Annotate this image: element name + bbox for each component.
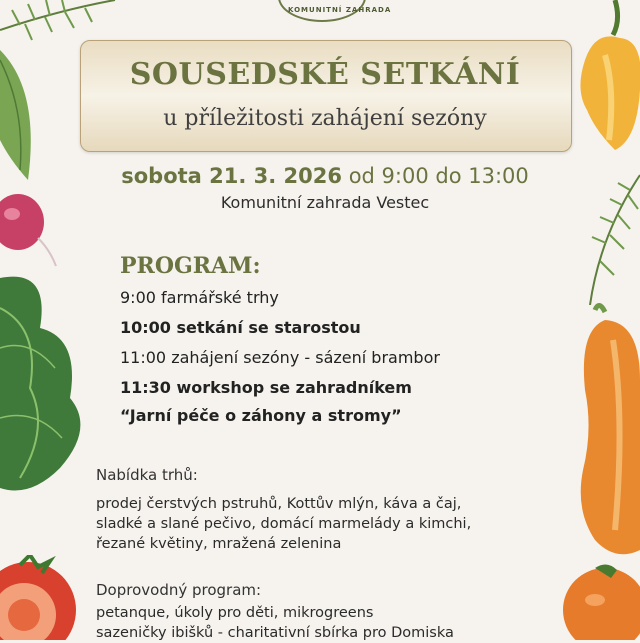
green-leaves-icon (0, 40, 40, 200)
event-datetime (80, 164, 570, 188)
market-line: sladké a slané pečivo, domácí marmelády a kimchi, (96, 516, 472, 532)
extra-line: sazeničky ibišků - charitativní sbírka pro Domiska (96, 625, 454, 641)
market-line: prodej čerstvých pstruhů, Kottův mlýn, káva a čaj, (96, 496, 462, 512)
extra-line: petanque, úkoly pro děti, mikrogreens (96, 605, 374, 621)
program-item: 11:30 workshop se zahradníkem (120, 378, 412, 397)
page-title: SOUSEDSKÉ SETKÁNÍ (129, 57, 521, 92)
program-item: “Jarní péče o záhony a stromy” (120, 406, 402, 425)
logo-text: KOMUNITNÍ ZAHRADA (288, 6, 392, 14)
program-item: 9:00 farmářské trhy (120, 288, 279, 307)
program-item: 11:00 zahájení sezóny - sázení brambor (120, 348, 440, 367)
event-venue: Komunitní zahrada Vestec (220, 193, 430, 212)
event-time: od 9:00 do 13:00 (348, 164, 529, 188)
extra-heading: Doprovodný program: (96, 581, 262, 599)
program-heading: PROGRAM: (120, 253, 261, 279)
lettuce-leaves-icon (0, 268, 100, 498)
program-item: 10:00 setkání se starostou (120, 318, 361, 337)
yellow-pepper-icon (575, 0, 640, 160)
radish-icon (0, 190, 60, 270)
event-date: sobota 21. 3. 2026 (121, 164, 343, 188)
market-line: řezané květiny, mražená zelenina (96, 536, 342, 552)
page-subtitle: u příležitosti zahájení sezóny (163, 106, 487, 131)
tomato-icon (0, 555, 80, 640)
market-heading: Nabídka trhů: (96, 466, 198, 484)
herb-sprig-icon (570, 165, 640, 305)
